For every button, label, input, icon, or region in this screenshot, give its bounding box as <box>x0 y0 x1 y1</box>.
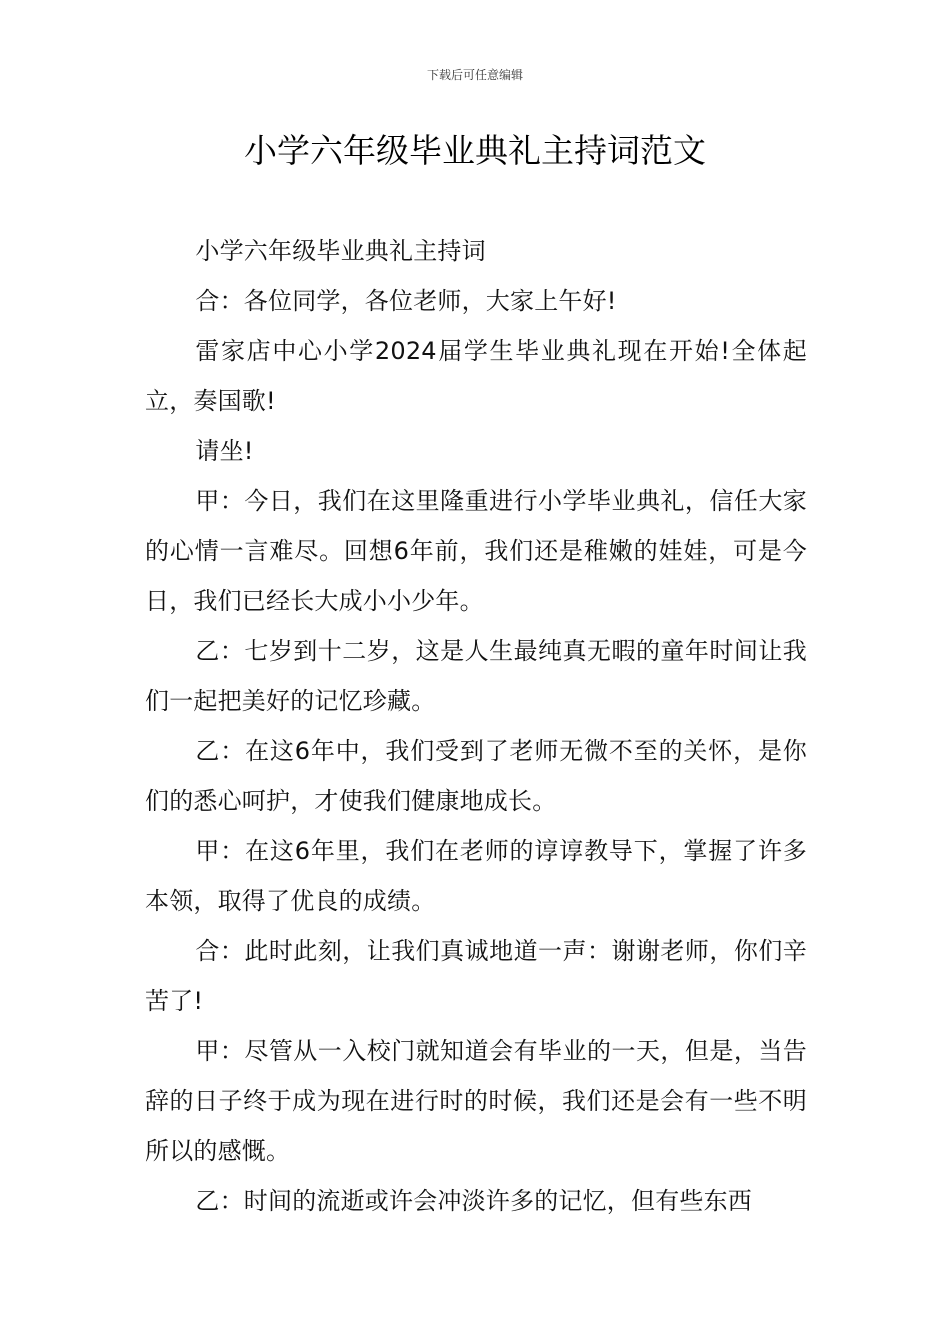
paragraph: 乙：时间的流逝或许会冲淡许多的记忆，但有些东西 <box>195 1187 752 1215</box>
paragraph: 乙：七岁到十二岁，这是人生最纯真无暇的童年时间让我们一起把美好的记忆珍藏。 <box>145 637 807 715</box>
document-body <box>145 226 807 1226</box>
header-note: 下载后可任意编辑 <box>426 68 523 82</box>
paragraph: 甲：今日，我们在这里隆重进行小学毕业典礼，信任大家的心情一言难尽。回想6年前，我们还是稚嫩的娃娃，可是今日，我们已经长大成小小少年。 <box>145 487 807 615</box>
paragraph: 雷家店中心小学2024届学生毕业典礼现在开始!全体起立，奏国歌! <box>145 337 807 415</box>
paragraph: 乙：在这6年中，我们受到了老师无微不至的关怀，是你们的悉心呵护，才使我们健康地成长。 <box>145 737 807 815</box>
paragraph: 合：各位同学，各位老师，大家上午好! <box>195 287 617 315</box>
document-title: 小学六年级毕业典礼主持词范文 <box>244 131 706 170</box>
paragraph: 甲：尽管从一入校门就知道会有毕业的一天，但是，当告辞的日子终于成为现在进行时的时候，我们还是会有一些不明所以的感慨。 <box>145 1037 807 1165</box>
paragraph: 合：此时此刻，让我们真诚地道一声：谢谢老师，你们辛苦了! <box>145 937 807 1015</box>
paragraph: 请坐! <box>195 437 254 465</box>
paragraph: 甲：在这6年里，我们在老师的谆谆教导下，掌握了许多本领，取得了优良的成绩。 <box>145 837 807 915</box>
paragraph: 小学六年级毕业典礼主持词 <box>195 237 486 265</box>
